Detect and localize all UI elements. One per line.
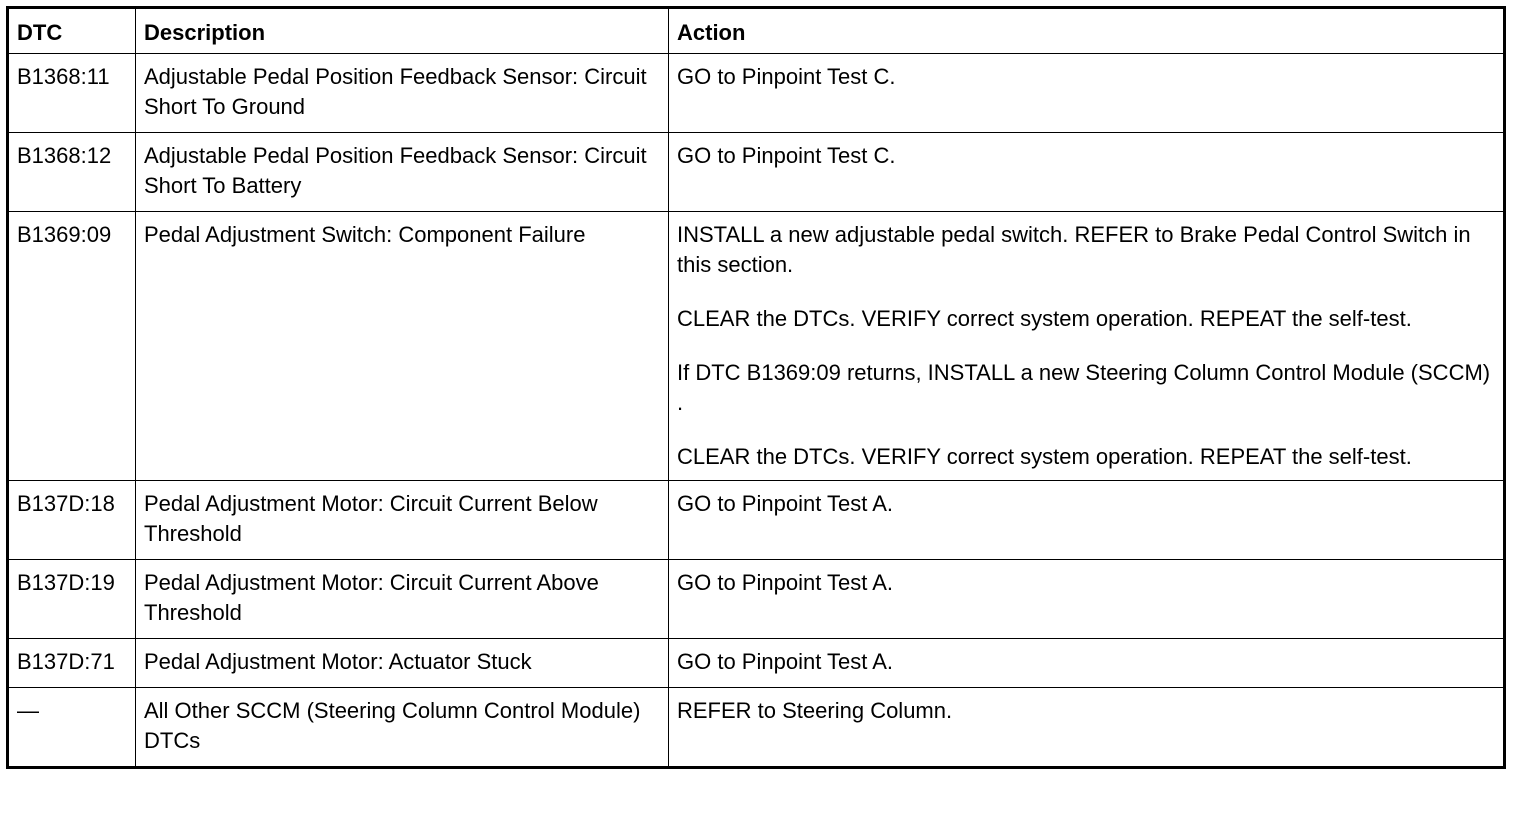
action-text: GO to Pinpoint Test C. <box>677 143 896 168</box>
dtc-cell: B1369:09 <box>8 212 136 481</box>
dtc-cell: B137D:19 <box>8 560 136 639</box>
action-cell <box>669 639 1505 688</box>
action-cell <box>669 133 1505 212</box>
action-text: GO to Pinpoint Test A. <box>677 491 894 516</box>
table-row <box>8 639 1505 688</box>
header-dtc: DTC <box>8 8 136 54</box>
description-cell: Adjustable Pedal Position Feedback Sensor: Circuit Short To Battery <box>136 133 669 212</box>
action-cell <box>669 481 1505 560</box>
table-row <box>8 212 1505 481</box>
action-text: GO to Pinpoint Test C. <box>677 64 896 89</box>
action-text: REFER to Steering Column. <box>677 698 953 723</box>
action-text: CLEAR the DTCs. VERIFY correct system operation. REPEAT the self-test. <box>677 444 1412 469</box>
description-cell: Pedal Adjustment Motor: Circuit Current Below Threshold <box>136 481 669 560</box>
table-row <box>8 54 1505 133</box>
description-cell: Pedal Adjustment Motor: Circuit Current Above Threshold <box>136 560 669 639</box>
table-body <box>8 54 1505 768</box>
description-cell: All Other SCCM (Steering Column Control Module) DTCs <box>136 688 669 768</box>
description-cell: Pedal Adjustment Motor: Actuator Stuck <box>136 639 669 688</box>
dtc-table <box>6 6 1506 769</box>
dtc-cell: — <box>8 688 136 768</box>
action-text: GO to Pinpoint Test A. <box>677 649 894 674</box>
table-row <box>8 688 1505 768</box>
dtc-cell: B137D:71 <box>8 639 136 688</box>
action-text: INSTALL a new adjustable pedal switch. REFER to Brake Pedal Control Switch in this section. <box>677 222 1471 277</box>
description-cell: Pedal Adjustment Switch: Component Failure <box>136 212 669 481</box>
dtc-cell: B137D:18 <box>8 481 136 560</box>
table-row <box>8 560 1505 639</box>
action-cell <box>669 212 1505 481</box>
action-text: CLEAR the DTCs. VERIFY correct system operation. REPEAT the self-test. <box>677 306 1412 331</box>
dtc-cell: B1368:11 <box>8 54 136 133</box>
table-header <box>8 8 1505 54</box>
action-cell <box>669 54 1505 133</box>
action-cell <box>669 560 1505 639</box>
description-cell: Adjustable Pedal Position Feedback Sensor: Circuit Short To Ground <box>136 54 669 133</box>
header-description: Description <box>136 8 669 54</box>
action-text: If DTC B1369:09 returns, INSTALL a new Steering Column Control Module (SCCM) . <box>677 360 1491 415</box>
table-row <box>8 481 1505 560</box>
header-action: Action <box>669 8 1505 54</box>
table-row <box>8 133 1505 212</box>
dtc-cell: B1368:12 <box>8 133 136 212</box>
action-text: GO to Pinpoint Test A. <box>677 570 894 595</box>
header-row <box>8 8 1505 54</box>
action-cell <box>669 688 1505 768</box>
